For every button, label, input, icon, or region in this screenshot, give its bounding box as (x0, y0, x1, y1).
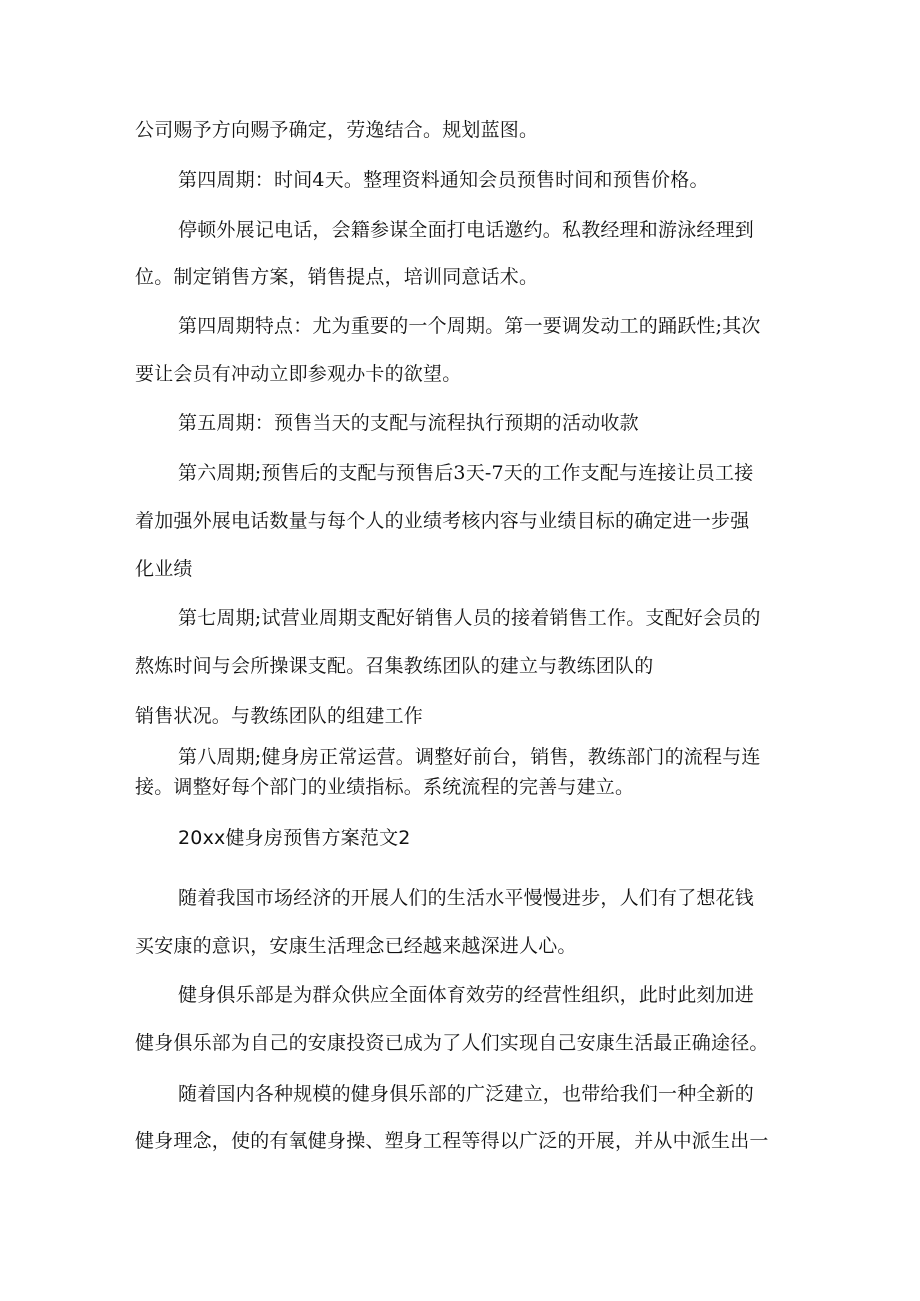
text-line: 销售状况。与教练团队的组建工作 (135, 705, 424, 727)
text-line: 停顿外展记电话，会籍参谋全面打电话邀约。私教经理和游泳经理到 (178, 219, 755, 241)
text-line: 第五周期：预售当天的支配与流程执行预期的活动收款 (178, 412, 639, 434)
text-line: 着加强外展电话数量与每个人的业绩考核内容与业绩目标的确定进一步强 (135, 510, 750, 532)
section-title: 20xx健身房预售方案范文2 (178, 827, 411, 849)
text-line: 要让会员有冲动立即参观办卡的欲望。 (135, 363, 462, 385)
text-line: 第六周期;预售后的支配与预售后3天-7天的工作支配与连接让员工接 (178, 462, 754, 484)
text-line: 接。调整好每个部门的业绩指标。系统流程的完善与建立。 (135, 776, 635, 798)
text-line: 随着我国市场经济的开展人们的生活水平慢慢进步，人们有了想花钱 (178, 887, 755, 909)
text-line: 买安康的意识，安康生活理念已经越来越深进人心。 (135, 935, 577, 957)
text-line: 健身理念，使的有氧健身操、塑身工程等得以广泛的开展，并从中派生出一 (135, 1130, 769, 1152)
text-line: 化业绩 (135, 558, 193, 580)
text-line: 随着国内各种规模的健身俱乐部的广泛建立，也带给我们一种全新的 (178, 1083, 755, 1105)
text-line: 第八周期;健身房正常运营。调整好前台，销售，教练部门的流程与连 (178, 746, 761, 768)
text-line: 熬炼时间与会所操课支配。召集教练团队的建立与教练团队的 (135, 655, 654, 677)
text-line: 健身俱乐部是为群众供应全面体育效劳的经营性组织，此时此刻加进 (178, 984, 755, 1006)
text-line: 位。制定销售方案，销售提点，培训同意话术。 (135, 266, 539, 288)
text-line: 第四周期特点：尤为重要的一个周期。第一要调发动工的踊跃性;其次 (178, 315, 761, 337)
text-line: 第四周期：时间4天。整理资料通知会员预售时间和预售价格。 (178, 169, 709, 191)
text-line: 公司赐予方向赐予确定，劳逸结合。规划蓝图。 (135, 119, 539, 141)
text-line: 第七周期;试营业周期支配好销售人员的接着销售工作。支配好会员的 (178, 607, 761, 629)
text-line: 健身俱乐部为自己的安康投资已成为了人们实现自己安康生活最正确途径。 (135, 1032, 769, 1054)
